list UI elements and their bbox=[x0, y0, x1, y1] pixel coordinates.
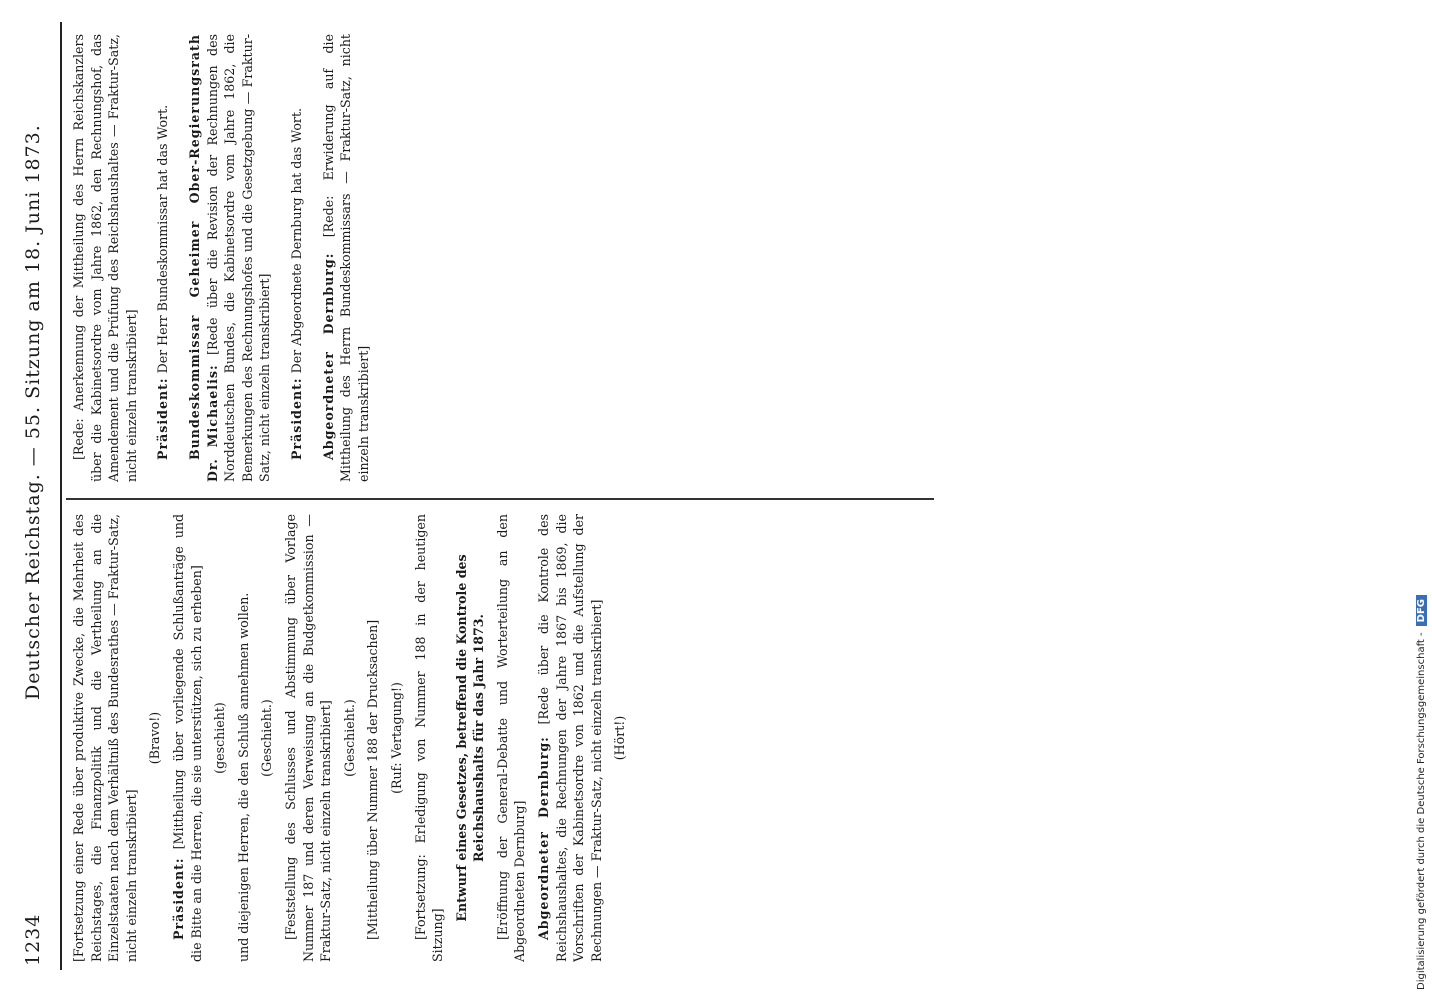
paragraph bbox=[535, 514, 605, 962]
left-column bbox=[70, 514, 930, 962]
remark: (Ruf: Vertagung!) bbox=[388, 682, 404, 794]
header-rule bbox=[60, 22, 62, 970]
paragraph: und diejenigen Herren, die den Schluß annehmen wollen. bbox=[235, 592, 251, 962]
paragraph bbox=[154, 34, 172, 482]
speaker-label: Präsident: bbox=[288, 377, 304, 460]
section-heading: Entwurf eines Gesetzes, betreffend die Kontrole des Reichshaushalts für das Jahr 1873. bbox=[453, 554, 487, 922]
credit-text: Digitalisierung gefördert durch die Deutsche Forschungsgemeinschaft - bbox=[1416, 632, 1427, 990]
remark: (Geschieht.) bbox=[341, 699, 357, 777]
remark: (Geschieht.) bbox=[259, 699, 275, 777]
speaker-label: Abgeordneter Dernburg: bbox=[320, 252, 336, 460]
remark: (Bravo!) bbox=[147, 711, 163, 765]
remark: (Hört!) bbox=[612, 715, 628, 761]
speech-text: Der Herr Bundeskommissar hat das Wort. bbox=[155, 104, 171, 374]
speech-text: [Rede: Erwiderung auf die Mittheilung des Herrn Bundeskommissars — Fraktur-Satz, nicht einzeln transkribiert] bbox=[320, 34, 371, 482]
speaker-label: Bundeskommissar Geheimer Ober-Regierungsrath Dr. Michaelis: bbox=[186, 34, 220, 482]
paragraph: [Rede: Anerkennung der Mittheilung des Herrn Reichskanzlers über die Kabinetsordre vom Jahre 1862, den Rechnungshof, das Amendement und die Prüfung des Reichshaushaltes — Fraktur-Satz, nicht einzeln transkribiert] bbox=[71, 34, 139, 482]
digitization-credit bbox=[1416, 595, 1427, 990]
paragraph bbox=[320, 34, 373, 482]
speech-text: [Mittheilung über vorliegende Schlußanträge und die Bitte an die Herren, die sie unterstützen, sich zu erheben] bbox=[170, 514, 204, 962]
dfg-logo: DFG bbox=[1416, 595, 1427, 626]
speech-text: Der Abgeordnete Dernburg hat das Wort. bbox=[288, 107, 304, 374]
speech-text: [Rede über die Revision der Rechnungen des Norddeutschen Bundes, die Kabinetsordre vom Jahre 1862, die Bemerkungen des Rechnungshofes und die Gesetzgebung — Fraktur-Satz, nicht einzeln transkribiert] bbox=[204, 34, 273, 482]
paragraph bbox=[288, 34, 306, 482]
remark: (geschieht) bbox=[212, 702, 228, 774]
column-divider bbox=[66, 498, 934, 500]
paragraph bbox=[170, 514, 205, 962]
paragraph: [Eröffnung der General-Debatte und Worterteilung an den Abgeordneten Dernburg] bbox=[494, 514, 528, 962]
speaker-label: Abgeordneter Dernburg: bbox=[536, 736, 552, 940]
paragraph bbox=[186, 34, 274, 482]
paragraph: [Fortsetzung einer Rede über produktive Zwecke, die Mehrheit des Reichstages, die Finanzpolitik und die Vertheilung an die Einzelstaaten nach dem Verhältniß des Bundesrathes — Fraktur-Satz, nicht einzeln transkribiert] bbox=[71, 514, 139, 962]
page-title: Deutscher Reichstag. — 55. Sitzung am 18. Juni 1873. bbox=[22, 124, 44, 700]
page-number: 1234 bbox=[22, 913, 44, 966]
speaker-label: Präsident: bbox=[155, 377, 171, 460]
page-header bbox=[0, 0, 60, 1000]
paragraph: [Mittheilung über Nummer 188 der Drucksachen] bbox=[365, 619, 381, 940]
paragraph: [Fortsetzung: Erledigung von Nummer 188 in der heutigen Sitzung] bbox=[412, 514, 446, 962]
speaker-label: Präsident: bbox=[170, 857, 186, 940]
speech-text: [Rede über die Kontrole des Reichshaushaltes, die Rechnungen der Jahre 1867 bis 1869, die Vorschriften der Kabinetsordre von 1862 und die Aufstellung der Rechnungen — Fraktur-Satz, nicht einzeln transkribiert] bbox=[536, 514, 604, 962]
right-column bbox=[70, 34, 930, 482]
paragraph: [Feststellung des Schlusses und Abstimmung über Vorlage Nummer 187 und deren Verweisung an die Budgetkommission — Fraktur-Satz, nicht einzeln transkribiert] bbox=[282, 514, 334, 962]
